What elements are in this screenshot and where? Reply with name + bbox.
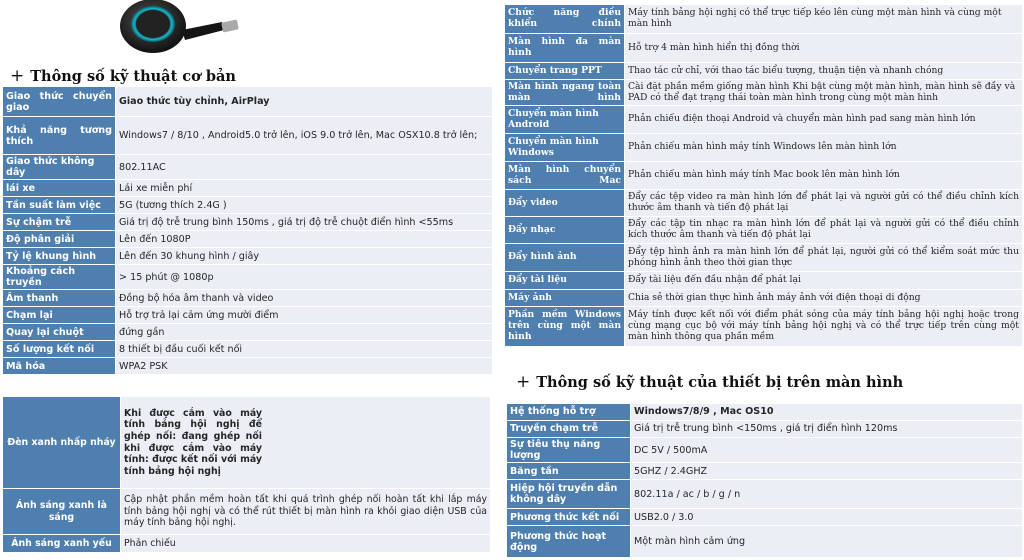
table-row [3,155,493,180]
function-key-text: Đẩy nhạc [508,223,556,235]
plus-icon: + [10,66,25,86]
spec-key: Mã hóa [3,358,116,375]
device-heading-text: Thông số kỹ thuật của thiết bị trên màn hình [536,374,904,391]
function-value: Máy tính được kết nối với điểm phát sóng của máy tính bảng hội nghị hoặc trong cùng mạng cục bộ với máy tính bảng hội nghị và có thể trực tiếp trên cùng một màn hình thông qua phần mềm [625,307,1023,347]
table-row [507,438,1023,463]
function-key [505,63,625,80]
function-value: Đẩy các tập tin nhạc ra màn hình lớn để phát lại và người gửi có thể điều chỉnh kích thước âm thanh và tiến độ phát lại [625,217,1023,244]
spec-value: 5G (tương thích 2.4G ) [116,197,493,214]
table-row [505,106,1023,134]
function-key-text: Đẩy hình ảnh [508,251,577,263]
product-image [108,0,248,62]
function-key [505,162,625,190]
table-row [505,217,1023,244]
spec-key: Giao thức không dây [3,155,116,180]
function-key [505,290,625,307]
function-key [505,217,625,244]
device-spec-table [506,403,1023,558]
function-value: Phản chiếu màn hình máy tính Windows lên màn hình lớn [625,134,1023,162]
table-row [507,463,1023,480]
spec-value: 8 thiết bị đầu cuối kết nối [116,341,493,358]
table-row [3,489,491,535]
function-key [505,134,625,162]
table-row [3,231,493,248]
function-value: Phản chiếu điện thoại Android và chuyển màn hình pad sang màn hình lớn [625,106,1023,134]
table-row [507,421,1023,438]
table-row [507,509,1023,526]
function-table [504,4,1023,347]
spec-key: Chạm lại [3,307,116,324]
basic-heading-text: Thông số kỹ thuật cơ bản [30,68,236,85]
spec-value: Giao thức tùy chỉnh, AirPlay [116,87,493,117]
spec-value: Lên đến 1080P [116,231,493,248]
table-row [505,63,1023,80]
function-key-text: Màn hình chuyển sách Mac [508,163,621,186]
table-row [505,5,1023,34]
device-value: 802.11a / ac / b / g / n [631,480,1023,509]
table-row [505,34,1023,63]
function-key-text: Chuyển màn hình Windows [508,135,599,158]
function-key [505,307,625,347]
function-value: Phản chiếu màn hình máy tính Mac book lên màn hình lớn [625,162,1023,190]
table-row [505,244,1023,272]
device-key: Truyền chạm trễ [507,421,631,438]
table-row [3,214,493,231]
function-key-text: Chức năng điều khiển chính [508,7,621,29]
spec-value: 802.11AC [116,155,493,180]
table-row [505,162,1023,190]
function-value: Thao tác cử chỉ, với thao tác biểu tượng, thuận tiện và nhanh chóng [625,63,1023,80]
table-row [505,190,1023,217]
table-row [3,324,493,341]
table-row [3,265,493,290]
function-key [505,190,625,217]
device-value: DC 5V / 500mA [631,438,1023,463]
device-value: Một màn hình cảm ứng [631,526,1023,558]
spec-key: Âm thanh [3,290,116,307]
spec-value: Lên đến 30 khung hình / giây [116,248,493,265]
function-key-text: Chuyển trang PPT [508,64,602,76]
spec-key: Sự chậm trễ [3,214,116,231]
function-key [505,5,625,34]
basic-spec-table [2,86,493,375]
table-row [3,397,491,489]
light-key: Ánh sáng xanh yếu [3,535,121,553]
device-key: Hệ thống hỗ trợ [507,404,631,421]
spec-key: Tần suất làm việc [3,197,116,214]
function-value: Máy tính bảng hội nghị có thể trực tiếp kéo lên cùng một màn hình và cùng một màn hình [625,5,1023,34]
spec-value: Lái xe miễn phí [116,180,493,197]
function-key-text: Màn hình ngang toàn màn hình [508,80,621,103]
spec-key: Giao thức chuyển giao [3,87,116,117]
spec-value: Đồng bộ hóa âm thanh và video [116,290,493,307]
spec-value: WPA2 PSK [116,358,493,375]
light-key: Ánh sáng xanh là sáng [3,489,121,535]
table-row [3,87,493,117]
table-row [507,480,1023,509]
function-key-text: Đẩy tài liệu [508,274,567,286]
wireless-dongle-icon [108,0,248,62]
table-row [507,526,1023,558]
table-row [3,248,493,265]
function-value: Cài đặt phần mềm giống màn hình Khi bật cùng một màn hình, màn hình sẽ đầy và PAD có thể đạt trạng thái toàn màn hình trong cùng một màn hình [625,80,1023,106]
device-key: Sự tiêu thụ năng lượng [507,438,631,463]
device-key: Phương thức hoạt động [507,526,631,558]
table-row [3,290,493,307]
function-key-text: Màn hình đa màn hình [508,36,621,58]
table-row [3,180,493,197]
function-value: Hỗ trợ 4 màn hình hiển thị đồng thời [625,34,1023,63]
device-key: Băng tần [507,463,631,480]
spec-key: Khả năng tương thích [3,117,116,155]
device-value: Giá trị trễ trung bình <150ms , giá trị điển hình 120ms [631,421,1023,438]
indicator-light-table [2,396,491,553]
spec-key: Tỷ lệ khung hình [3,248,116,265]
table-row [505,290,1023,307]
spec-value: Hỗ trợ trả lại cảm ứng mười điểm [116,307,493,324]
light-value-text: Khi được cắm vào máy tính bảng hội nghị để ghép nối: đang ghép nối khi được cắm vào máy tính: được kết nối với máy tính bảng hội nghị [124,407,262,477]
basic-spec-heading [10,66,236,86]
function-value: Đẩy các tệp video ra màn hình lớn để phát lại và người gửi có thể điều chỉnh kích thước âm thanh và tiến độ phát lại [625,190,1023,217]
device-value: Windows7/8/9 , Mac OS10 [631,404,1023,421]
spec-value: Windows7 / 8/10 , Android5.0 trở lên, iOS 9.0 trở lên, Mac OSX10.8 trở lên; [116,117,493,155]
table-row [3,307,493,324]
spec-key: Số lượng kết nối [3,341,116,358]
table-row [3,197,493,214]
function-key-text: Đẩy video [508,196,558,208]
table-row [3,341,493,358]
device-key: Phương thức kết nối [507,509,631,526]
table-row [505,80,1023,106]
device-spec-heading [516,372,903,392]
spec-value: Giá trị độ trễ trung bình 150ms , giá trị độ trễ chuột điển hình <55ms [116,214,493,231]
function-key [505,34,625,63]
function-key-text: Chuyển màn hình Android [508,107,599,130]
table-row [505,272,1023,290]
plus-icon: + [516,372,531,392]
spec-key: lái xe [3,180,116,197]
spec-value: đứng gần [116,324,493,341]
table-row [505,307,1023,347]
light-value [121,397,491,489]
function-key [505,80,625,106]
spec-key: Độ phân giải [3,231,116,248]
device-value: 5GHZ / 2.4GHZ [631,463,1023,480]
table-row [505,134,1023,162]
function-value: Đẩy tài liệu đến đầu nhận để phát lại [625,272,1023,290]
table-row [507,404,1023,421]
spec-key: Quay lại chuột [3,324,116,341]
table-row [3,358,493,375]
table-row [3,117,493,155]
function-key [505,272,625,290]
spec-value: > 15 phút @ 1080p [116,265,493,290]
function-value: Đẩy tệp hình ảnh ra màn hình lớn để phát lại, người gửi có thể kiểm soát mức thu phóng hình ảnh theo thời gian thực [625,244,1023,272]
device-value: USB2.0 / 3.0 [631,509,1023,526]
light-value: Cập nhật phần mềm hoàn tất khi quá trình ghép nối hoàn tất khi lắp máy tính bảng hội nghị và có thể rút thiết bị màn hình ra khỏi giao diện USB của máy tính bảng hội nghị. [121,489,491,535]
spec-key: Khoảng cách truyền [3,265,116,290]
table-row [3,535,491,553]
function-key-text: Phần mềm Windows trên cùng một màn hình [508,309,621,342]
light-value: Phản chiếu [121,535,491,553]
function-key [505,244,625,272]
function-key-text: Máy ảnh [508,291,552,303]
function-key [505,106,625,134]
light-key: Đèn xanh nhấp nháy [3,397,121,489]
device-key: Hiệp hội truyền dẫn không dây [507,480,631,509]
function-value: Chia sẻ thời gian thực hình ảnh máy ảnh với điện thoại di động [625,290,1023,307]
